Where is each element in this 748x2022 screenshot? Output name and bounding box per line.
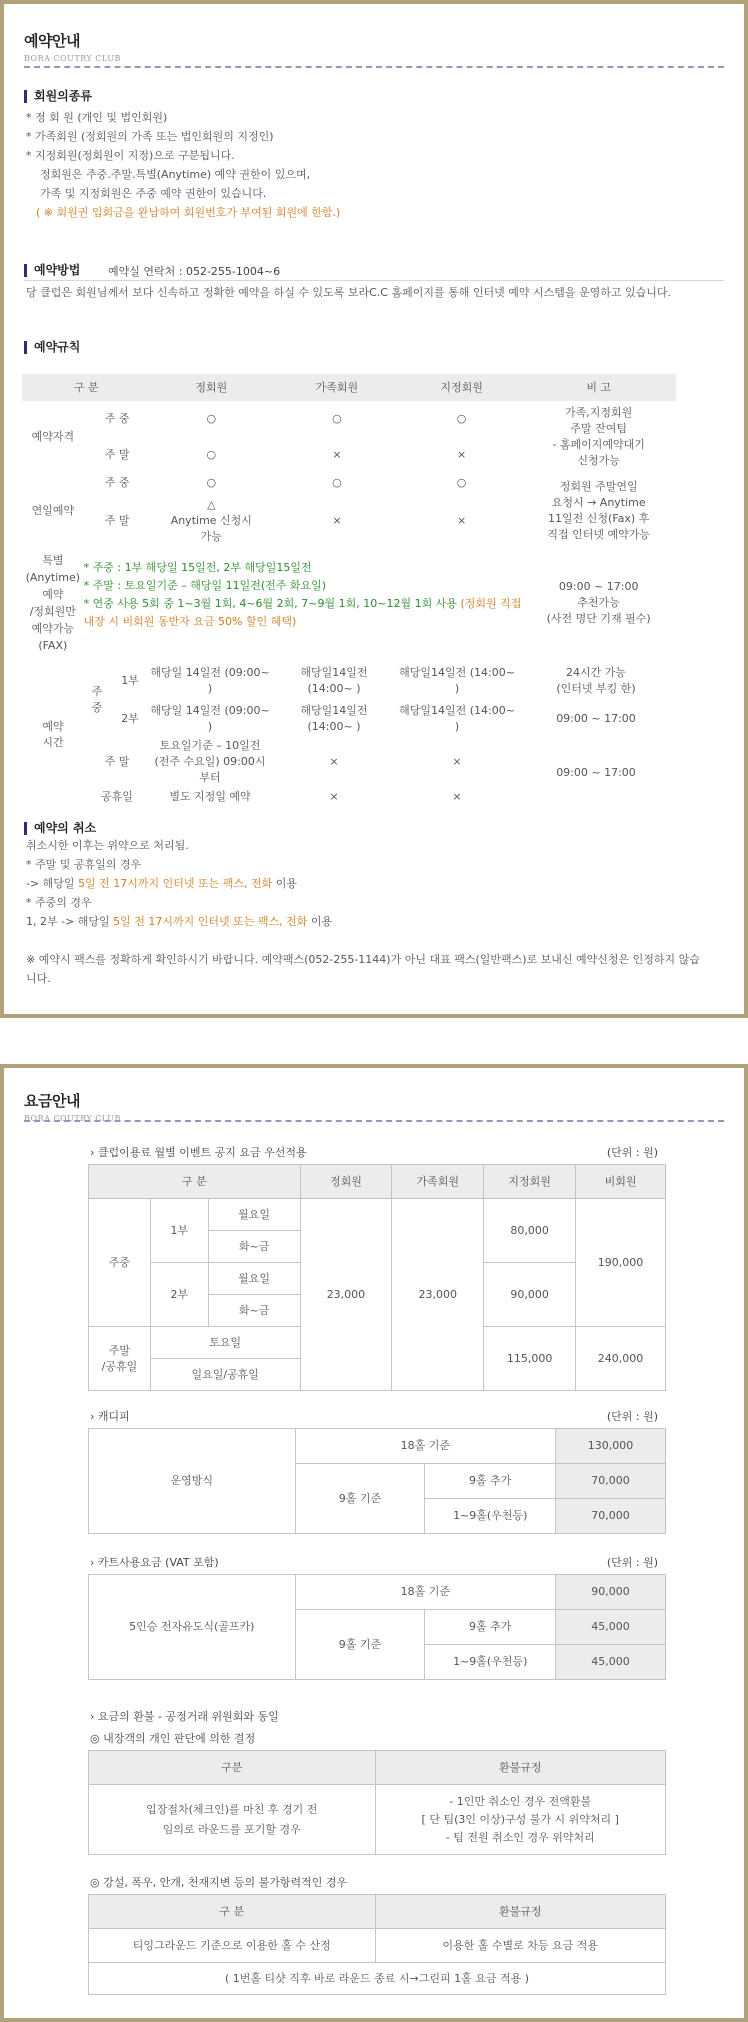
price-cell: 130,000 [556,1429,666,1464]
cell: 별도 지정일 예약 [169,790,251,803]
table-row [22,700,676,738]
divider [24,66,724,68]
list-item: * 가족회원 (정회원의 가족 또는 법인회원의 지정인) [26,130,274,143]
club-subtitle: BORA COUTRY CLUB [24,1114,121,1123]
cell-line: - 1인만 취소인 경우 전액환불 [449,1794,592,1808]
cell: 90,000 [484,1263,576,1327]
text: 1, 2부 -> 해당일 [26,915,114,928]
special-line [84,595,522,613]
cell: 23,000 [392,1199,484,1391]
cell: 1~9홀(우천등) [425,1499,556,1534]
cancel-list [26,836,332,931]
cell: 18홀 기준 [295,1429,556,1464]
cell: × [456,514,467,527]
cell: 주중 [89,1199,151,1327]
cell-line: (14:00~ ) [307,682,361,695]
cell: 주 중 [104,412,130,425]
time-table [22,662,676,808]
cell: 화~금 [208,1295,300,1327]
special-line: 내장 시 비회원 동반자 요금 50% 할인 혜택) [83,615,297,628]
cell: 주 중 [104,476,130,489]
note-line: 추천가능 [577,596,620,609]
club-fee-table [88,1164,666,1391]
special-text: * 연중 사용 5회 중 1~3월 1회, 4~6월 2회, 7~9월 1회, 10~12월 1회 사용 [83,597,461,610]
price-cell: 45,000 [556,1610,666,1645]
cell-line: - 팀 전원 취소인 경우 위약처리 [445,1830,595,1844]
cell-line: 임의로 라운드를 포기할 경우 [162,1822,301,1836]
cell: × [452,790,462,803]
time-group [22,662,84,808]
caddie-table [88,1428,666,1534]
fees-title: 요금안내 [24,1092,80,1110]
table-header [89,1165,666,1199]
cell: 23,000 [300,1199,392,1391]
cell: 주 말 [104,448,130,461]
text: 이용 [272,877,298,890]
cell: 1부 [150,1199,208,1263]
cell: 운영방식 [89,1429,296,1534]
note-cell: 09:00 ~ 17:00 [556,766,636,779]
refund-heading: › 요금의 환불 - 공정거래 위원회와 동일 [90,1710,279,1723]
cell-line: Anytime 신청시 [170,514,252,527]
note-cell: 09:00 ~ 17:00 [556,712,636,725]
special-text: (정회원 직접 [460,597,522,610]
list-item: 취소시한 이후는 위약으로 처리됨. [26,839,189,852]
note-line: 24시간 가능 [566,666,626,679]
cell: × [329,790,339,803]
note-line: 주말 잔여팀 [570,422,627,435]
refund-case2: ◎ 강설, 폭우, 안개, 천재지변 등의 불가항력적인 경우 [90,1876,348,1889]
caddie-heading: › 캐디피 [90,1410,130,1423]
text: 5일 전 17시까지 인터넷 또는 팩스, 전화 [78,877,273,890]
header-cell: 환불규정 [375,1751,666,1785]
cell-line: (전주 수요일) 09:00시부터 [154,755,266,784]
header-cell: 구분 [89,1751,376,1785]
label-line: 시간 [42,736,64,749]
cell [375,1785,666,1855]
refund-case1: ◎ 내장객의 개인 판단에 의한 결정 [90,1732,256,1745]
table-header [89,1895,666,1929]
cell: 9홀 추가 [425,1610,556,1645]
cell-line: [ 단 팀(3인 이상)구성 불가 시 위약처리 ] [421,1812,619,1826]
cell-line: 가능 [200,530,222,543]
cell: ○ [206,412,217,425]
cell [151,493,273,549]
price-cell: 45,000 [556,1645,666,1680]
label-line: 예약가능 [31,622,75,635]
cell: 화~금 [208,1231,300,1263]
table-header [89,1751,666,1785]
cell: 공휴일 [101,790,133,803]
special-label [22,549,84,657]
table-row [89,1575,666,1610]
price-cell: 90,000 [556,1575,666,1610]
cell-line: (14:00~ ) [307,720,361,733]
special-line: * 주말 : 토요일기준 – 해당일 11일전(전주 화요일) [83,579,327,592]
header-cell: 지정회원 [484,1165,576,1199]
cell: 1부 [121,674,139,687]
header-cell: 구 분 [89,1165,301,1199]
cell: 9홀 기준 [295,1464,425,1534]
list-item: 가족 및 지정회원은 주중 예약 권한이 있습니다. [40,187,267,200]
cell: 2부 [121,712,139,725]
list-item: * 주말 및 공휴일의 경우 [26,858,142,871]
table-row [89,1963,666,1995]
note-line: (인터넷 부킹 한) [556,682,636,695]
cell: 80,000 [484,1199,576,1263]
cell-line: 해당일14일전 [300,666,368,679]
list-item: * 정 회 원 (개인 및 법인회원) [26,111,168,124]
cell: 1~9홀(우천등) [425,1645,556,1680]
unit-label: (단위 : 원) [606,1410,658,1423]
cell: 월요일 [208,1263,300,1295]
cell: 주 말 [104,755,130,768]
cell: 해당일14일전 (14:00~ ) [399,666,515,695]
table-row [22,549,676,657]
cart-table [88,1574,666,1680]
table-row [22,473,676,493]
members-heading: 회원의종류 [24,90,92,103]
method-body: 당 클럽은 회원님께서 보다 신속하고 정확한 예약을 하실 수 있도록 보라C.C 홈페이지를 통해 인터넷 예약 시스템을 운영하고 있습니다. [26,286,671,299]
cell [270,662,398,700]
cell: ○ [332,412,342,425]
label-line: 주 [91,685,103,698]
note-cell [521,401,676,473]
cell: × [332,514,342,527]
cell-line: △ [207,498,216,511]
header-cell: 지정회원 [402,374,522,401]
note-line: 요청시 → Anytime [551,496,646,509]
members-note: ( ※ 회원권 입회금을 완납하여 회원번호가 부여된 회원에 한함.) [36,206,341,219]
cell-line: 토요일기준 – 10일전 [159,739,261,752]
label-line: 예약 [42,588,64,601]
divider [24,1120,724,1122]
table-row [89,1429,666,1464]
note-line: 정회원 주말연일 [559,480,638,493]
cell: ○ [206,476,217,489]
list-item [26,874,332,893]
unit-label: (단위 : 원) [606,1556,658,1569]
page-title: 예약안내 [24,32,80,50]
club-subtitle: BORA COUTRY CLUB [24,54,121,63]
cell-line: /공휴일 [101,1359,138,1373]
cell [89,1327,151,1391]
cell: × [456,448,467,461]
price-cell: 70,000 [556,1499,666,1534]
cancel-heading: 예약의 취소 [24,822,96,835]
cart-heading: › 카트사용요금 (VAT 포함) [90,1556,219,1569]
note-cell [516,662,676,700]
cell-line: 해당일14일전 [300,704,368,717]
cancel-notice: ※ 예약시 팩스를 정확하게 확인하시기 바랍니다. 예약팩스(052-255-1144)가 아닌 대표 팩스(일반팩스)로 보내신 예약신청은 인정하지 않습니다. [26,953,700,985]
cell: × [452,755,462,768]
cell: 9홀 기준 [295,1610,425,1680]
table-row [89,1785,666,1855]
row-group: 연일예약 [31,504,75,517]
label-line: (Anytime) [25,571,81,584]
header-cell: 비회원 [576,1165,666,1199]
reservation-header [24,30,121,63]
label-line: /정회원만 [29,605,76,618]
header-cell: 구 분 [89,1895,376,1929]
header-cell: 가족회원 [272,374,402,401]
text: -> 해당일 [26,877,79,890]
refund-table-1 [88,1750,666,1855]
refund-table-2 [88,1894,666,1995]
unit-label: (단위 : 원) [606,1146,658,1159]
weekday-label [84,662,110,738]
header-cell: 가족회원 [392,1165,484,1199]
table-row [22,738,676,786]
cell: ○ [332,476,342,489]
note-cell [521,549,676,657]
contact-phone: 예약실 연락처 : 052-255-1004~6 [108,265,281,278]
label-line: 특별 [42,554,64,567]
fees-panel [0,1064,748,2022]
table-row [22,401,676,437]
method-heading: 예약방법 [24,264,80,277]
cell: ○ [456,476,467,489]
cell: 티잉그라운드 기준으로 이용한 홀 수 산정 [89,1929,376,1963]
cell: 2부 [150,1263,208,1327]
cell: 9홀 추가 [425,1464,556,1499]
note-line: - 홈페이지예약대기 [552,438,645,451]
cell [150,738,270,786]
table-row [89,1929,666,1963]
cell: × [329,755,339,768]
cell: ○ [206,448,217,461]
club-fee-heading: › 클럽이용료 월별 이벤트 공지 요금 우선적용 [90,1146,307,1159]
text: 5일 전 17시까지 인터넷 또는 팩스, 전화 [113,915,308,928]
header-cell: 정회원 [151,374,273,401]
cell: × [332,448,342,461]
header-cell: 비 고 [521,374,676,401]
cell: 해당일 14일전 (09:00~ ) [150,704,270,733]
cell-line: 입장절차(체크인)를 마친 후 경기 전 [146,1802,318,1816]
cell: 115,000 [484,1327,576,1391]
note-line: 11일전 신청(Fax) 후 [548,512,650,525]
cell: 일요일/공휴일 [150,1359,300,1391]
note-cell [521,473,676,549]
text: 이용 [307,915,333,928]
rules-heading: 예약규칙 [24,341,80,354]
members-list [26,108,340,222]
cell: 토요일 [150,1327,300,1359]
list-item [26,912,332,931]
cell [270,700,398,738]
note-line: 09:00 ~ 17:00 [558,580,639,593]
cell: 5인승 전자유도식(골프카) [89,1575,296,1680]
row-group: 예약자격 [31,430,75,443]
note-line: 가족,지정회원 [565,406,633,419]
cell [89,1785,376,1855]
cell: 18홀 기준 [295,1575,556,1610]
rules-table [22,374,676,657]
special-line: * 주중 : 1부 해당일 15일전, 2부 해당일15일전 [83,561,312,574]
special-content [84,549,522,657]
header-cell: 환불규정 [375,1895,666,1929]
cell: 해당일14일전 (14:00~ ) [399,704,515,733]
list-item: 정회원은 주중.주말.특별(Anytime) 예약 권한이 있으며, [40,168,311,181]
price-cell: 70,000 [556,1464,666,1499]
cell: 190,000 [576,1199,666,1327]
table-header [22,374,676,401]
note-line: 신청가능 [577,454,620,467]
label-line: (FAX) [38,639,68,652]
list-item: * 지정회원(정회원이 지정)으로 구분됩니다. [26,149,235,162]
note-line: (사전 명단 기재 필수) [546,612,651,625]
cell: 이용한 홀 수별로 차등 요금 적용 [375,1929,666,1963]
cell: 240,000 [576,1327,666,1391]
cell: 해당일 14일전 (09:00~ ) [150,666,270,695]
table-row [89,1199,666,1231]
label-line: 중 [91,701,103,714]
header-cell: 정회원 [300,1165,392,1199]
list-item: * 주중의 경우 [26,896,92,909]
note-line: 직접 인터넷 예약가능 [547,528,650,541]
cell-line: 주말 [108,1343,131,1357]
cell: ○ [456,412,467,425]
fees-header [24,1090,121,1123]
cell: ( 1번홀 티샷 직후 바로 라운드 종료 시→그린피 1홀 요금 적용 ) [89,1963,666,1995]
table-row [22,662,676,700]
header-cell: 구 분 [22,374,151,401]
cell: 월요일 [208,1199,300,1231]
cell: 주 말 [104,514,130,527]
divider [24,280,724,281]
label-line: 예약 [42,720,64,733]
